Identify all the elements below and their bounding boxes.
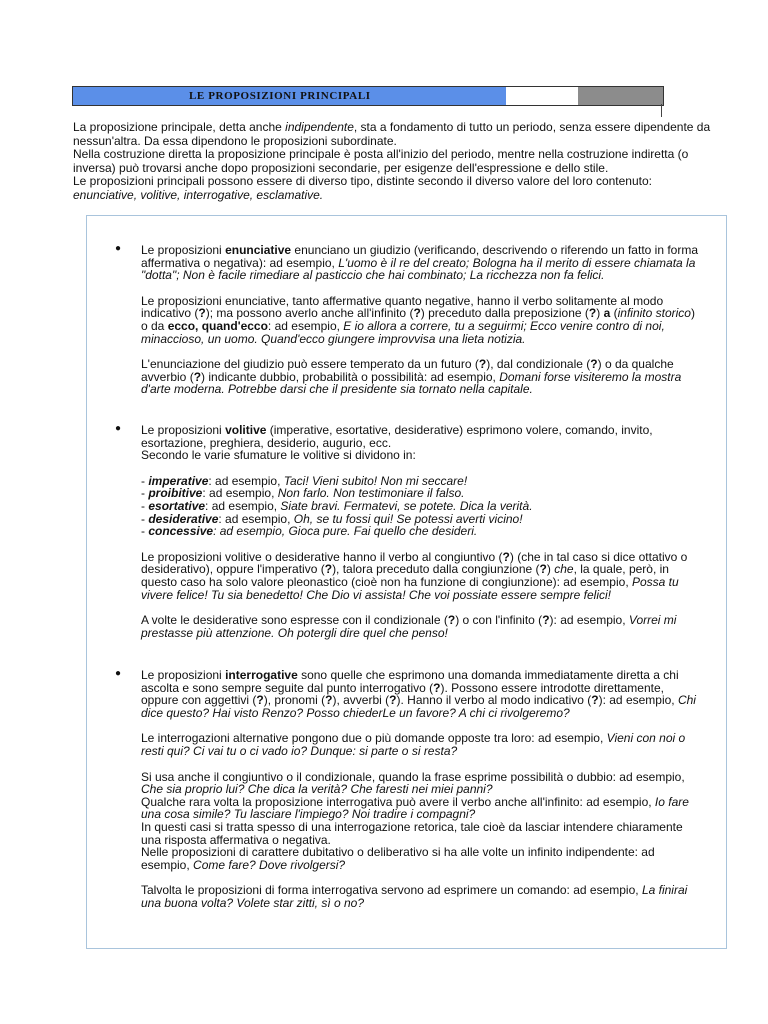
- title-bar: [72, 86, 664, 106]
- paragraph: Le proposizioni volitive (imperative, esortative, desiderative) esprimono volere, comando, invito, esortazione, preghiera, desiderio, augurio, ecc. Secondo le varie sfumature le volitive si dividono in:: [141, 423, 653, 463]
- list: - imperative: ad esempio, Taci! Vieni subito! Non mi seccare! - proibitive: ad esempio, Non farlo. Non testimoniare il falso. - esortative: ad esempio, Siate bravi. Fermatevi, se potete. Dica la verità. - desiderative: ad esempio, Oh, se tu fossi qui! Se potessi averti vicino! - concessive: ad esempio, Gioca pure. Fai quello che desideri.: [141, 473, 533, 539]
- paragraph: Le proposizioni interrogative sono quelle che esprimono una domanda immediatamente diretta a chi ascolta e sono sempre seguite dal punto interrogativo (?). Possono essere introdotte direttamente, oppure con aggettivi (?), pronomi (?), avverbi (?). Hanno il verbo al modo indicativo (?): ad esempio, Chi dice questo? Hai visto Renzo? Posso chiederLe un favore? A chi ci rivolgeremo?: [141, 668, 696, 720]
- intro-paragraph: enunciative, volitive, interrogative, esclamative.: [73, 187, 324, 202]
- title-band: [73, 87, 506, 105]
- intro-text: [73, 121, 713, 202]
- paragraph: Le interrogazioni alternative pongono due o più domande opposte tra loro: ad esempio, Vieni con noi o resti qui? Ci vai tu o ci vado io? Dunque: si parte o si resta?: [141, 731, 686, 758]
- title-gap: [506, 87, 578, 105]
- bullet-icon: ●: [115, 423, 122, 434]
- paragraph: A volte le desiderative sono espresse con il condizionale (?) o con l'infinito (?): ad esempio, Vorrei mi prestasse più attenzione. Oh potergli dire quel che penso!: [141, 613, 677, 640]
- intro-paragraph: Nella costruzione diretta la proposizione principale è posta all'inizio del periodo, mentre nella costruzione indiretta (o inversa) può trovarsi anche dopo proposizioni secondarie, per esigenze dell'espressione e dello stile.: [73, 147, 689, 175]
- intro-paragraph: La proposizione principale, detta anche indipendente, sta a fondamento di tutto un periodo, senza essere dipendente da nessun'altra. Da essa dipendono le proposizioni subordinate.: [73, 120, 711, 148]
- title-gray-block: [578, 87, 663, 105]
- title-rule: [661, 104, 662, 117]
- paragraph: Le proposizioni volitive o desiderative hanno il verbo al congiuntivo (?) (che in tal caso si dice ottativo o desiderativo), oppure l'imperativo (?), talora preceduto dalla congiunzione (?) che, la quale, però, in questo caso ha solo valore pleonastico (cioè non ha funzione di congiunzione): ad esempio, Possa tu vivere felice! Tu sia benedetto! Che Dio vi assista! Che voi possiate essere sempre felici!: [141, 549, 688, 602]
- paragraph: L'enunciazione del giudizio può essere temperato da un futuro (?), dal condizionale (?) o da qualche avverbio (?) indicante dubbio, probabilità o possibilità: ad esempio, Domani forse visiteremo la mostra d'arte moderna. Potrebbe darsi che il presidente sia tornato nella capitale.: [141, 357, 682, 397]
- bullet-icon: ●: [115, 668, 122, 679]
- paragraph: Si usa anche il congiuntivo o il condizionale, quando la frase esprime possibilità o dubbio: ad esempio, Che sia proprio lui? Che dica la verità? Che faresti nei miei panni? Qualche rara volta la proposizione interrogativa può avere il verbo anche all'infinito: ad esempio, Io fare una cosa simile? Tu lasciare l'impiego? Noi tradire i compagni? In questi casi si tratta spesso di una interrogazione retorica, tale cioè da lasciar intendere chiaramente una risposta affermativa o negativa. Nelle proposizioni di carattere dubitativo o deliberativo si ha alle volte un infinito indipendente: ad esempio, Come fare? Dove rivolgersi?: [141, 769, 689, 872]
- section-interrogative: [141, 669, 701, 910]
- paragraph: Talvolta le proposizioni di forma interrogativa servono ad esprimere un comando: ad esempio, La finirai una buona volta? Volete star zitti, sì o no?: [141, 883, 688, 910]
- bullet-icon: ●: [115, 243, 122, 254]
- paragraph: Le proposizioni enunciative enunciano un giudizio (verificando, descrivendo o riferendo un fatto in forma affermativa o negativa): ad esempio, L'uomo è il re del creato; Bologna ha il merito di essere chiamata la "dotta"; Non è facile rimediare al pasticcio che hai combinato; La ricchezza non fa felici.: [141, 243, 699, 283]
- paragraph: Le proposizioni enunciative, tanto affermative quanto negative, hanno il verbo solitamente al modo indicativo (?); ma possono averlo anche all'infinito (?) preceduto dalla preposizione (?) a (infinito storico) o da ecco, quand'ecco: ad esempio, E io allora a correre, tu a seguirmi; Ecco venire contro di noi, minaccioso, un uomo. Quand'ecco giungere improvvisa una lieta notizia.: [141, 293, 695, 346]
- section-volitive: [141, 424, 701, 639]
- page-title: LE PROPOSIZIONI PRINCIPALI: [189, 90, 371, 102]
- section-enunciative: [141, 244, 701, 396]
- intro-paragraph: Le proposizioni principali possono essere di diverso tipo, distinte secondo il diverso valore del loro contenuto:: [73, 174, 652, 188]
